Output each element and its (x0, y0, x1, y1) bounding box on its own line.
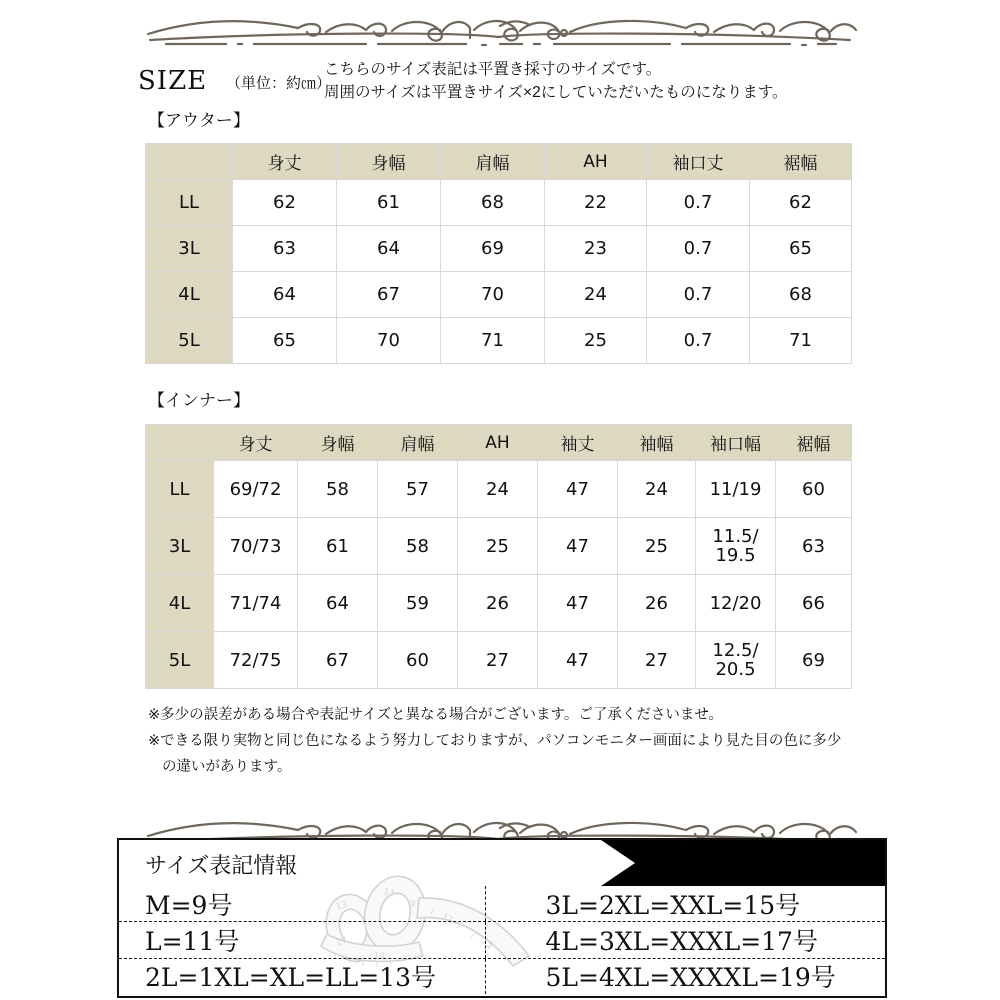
measurement-cell: 69/72 (214, 461, 298, 518)
conversion-label: 4L=3XL=XXXL=17号 (545, 926, 818, 956)
measurement-cell: 61 (298, 518, 378, 575)
measurement-cell: 25 (618, 518, 696, 575)
conversion-label: M=9号 (145, 890, 233, 920)
measurement-cell: 61 (337, 180, 441, 226)
measurement-cell: 11/19 (696, 461, 776, 518)
row-size-label: 3L (146, 226, 233, 272)
measurement-cell: 64 (337, 226, 441, 272)
table-row (146, 632, 852, 689)
svg-text:12: 12 (439, 911, 455, 926)
column-header: AH (458, 425, 538, 461)
column-header: 身幅 (298, 425, 378, 461)
table-row (146, 180, 852, 226)
measurement-cell: 23 (545, 226, 647, 272)
measurement-cell: 58 (298, 461, 378, 518)
measurement-cell: 70 (337, 318, 441, 364)
conversion-title: サイズ表記情報 (145, 854, 298, 879)
conversion-cell-right (485, 922, 886, 957)
measurement-cell: 27 (618, 632, 696, 689)
measurement-note-line2: 周囲のサイズは平置きサイズ×2にしていただいたものになります。 (324, 84, 788, 101)
column-header: 身丈 (233, 144, 337, 180)
column-header: 裾幅 (750, 144, 852, 180)
conversion-label: 5L=4XL=XXXXL=19号 (545, 963, 836, 993)
row-size-label: 4L (146, 575, 214, 632)
svg-text:11: 11 (382, 887, 396, 900)
size-unit-note: （単位：約㎝） (226, 75, 332, 92)
conversion-row (119, 886, 885, 921)
conversion-cell-right (485, 959, 886, 994)
measurement-cell: 47 (538, 632, 618, 689)
column-header: 袖口丈 (647, 144, 750, 180)
row-size-label: LL (146, 461, 214, 518)
conversion-row (119, 958, 885, 994)
measurement-cell: 69 (776, 632, 852, 689)
column-header: 身丈 (214, 425, 298, 461)
svg-text:9: 9 (408, 899, 417, 911)
column-header: 肩幅 (378, 425, 458, 461)
svg-text:17: 17 (334, 935, 349, 949)
column-header: 肩幅 (441, 144, 545, 180)
column-header: AH (545, 144, 647, 180)
decorative-ornament-top (130, 4, 870, 48)
measurement-cell: 12.5/ 20.5 (696, 632, 776, 689)
measurement-note-line1: こちらのサイズ表記は平置き採寸のサイズです。 (324, 61, 662, 78)
measurement-cell: 24 (618, 461, 696, 518)
measurement-cell: 11.5/ 19.5 (696, 518, 776, 575)
measurement-cell: 70/73 (214, 518, 298, 575)
conversion-label: 3L=2XL=XXL=15号 (545, 890, 801, 920)
conversion-cell-left (119, 886, 485, 921)
size-header (138, 58, 898, 104)
measurement-cell: 62 (233, 180, 337, 226)
measurement-cell: 63 (233, 226, 337, 272)
measurement-cell: 59 (378, 575, 458, 632)
measurement-cell: 60 (378, 632, 458, 689)
measurement-cell: 72/75 (214, 632, 298, 689)
table-row (146, 272, 852, 318)
row-size-label: 3L (146, 518, 214, 575)
measurement-cell: 0.7 (647, 272, 750, 318)
row-size-label: LL (146, 180, 233, 226)
measurement-note (324, 58, 787, 104)
outer-size-table (145, 143, 852, 364)
measurement-cell: 64 (233, 272, 337, 318)
inner-size-table (145, 424, 852, 689)
measurement-cell: 24 (458, 461, 538, 518)
measurement-cell: 65 (750, 226, 852, 272)
column-header: 袖口幅 (696, 425, 776, 461)
measurement-cell: 66 (776, 575, 852, 632)
conversion-cell-right (485, 886, 886, 921)
measurement-cell: 68 (441, 180, 545, 226)
table-row (146, 226, 852, 272)
measurement-cell: 47 (538, 575, 618, 632)
measurement-cell: 64 (298, 575, 378, 632)
conversion-cell-left (119, 922, 485, 957)
size-title: SIZE (138, 66, 208, 96)
measurement-cell: 12/20 (696, 575, 776, 632)
row-size-label: 4L (146, 272, 233, 318)
measurement-cell: 62 (750, 180, 852, 226)
measurement-cell: 25 (545, 318, 647, 364)
measurement-cell: 47 (538, 518, 618, 575)
measurement-cell: 70 (441, 272, 545, 318)
measurement-cell: 63 (776, 518, 852, 575)
table-row (146, 318, 852, 364)
measurement-cell: 24 (545, 272, 647, 318)
footnote-line-2: ※できる限り実物と同じ色になるよう努力しておりますが、パソコンモニター画面により見た目の色に多少 (148, 733, 842, 749)
conversion-body (119, 886, 885, 992)
conversion-label: 2L=1XL=XL=LL=13号 (145, 963, 437, 993)
column-header: 裾幅 (776, 425, 852, 461)
table-header-row (146, 425, 852, 461)
measurement-cell: 69 (441, 226, 545, 272)
measurement-cell: 0.7 (647, 226, 750, 272)
footnote-line-1: ※多少の誤差がある場合や表記サイズと異なる場合がございます。ご了承くださいませ。 (148, 707, 723, 723)
measurement-cell: 71/74 (214, 575, 298, 632)
measurement-cell: 58 (378, 518, 458, 575)
conversion-row (119, 921, 885, 957)
column-header: 袖幅 (618, 425, 696, 461)
measurement-cell: 57 (378, 461, 458, 518)
measurement-cell: 27 (458, 632, 538, 689)
conversion-banner (119, 840, 885, 886)
conversion-cell-left (119, 959, 485, 994)
table-corner-cell (146, 425, 214, 461)
measurement-cell: 71 (750, 318, 852, 364)
measurement-cell: 67 (298, 632, 378, 689)
table-row (146, 575, 852, 632)
measurement-cell: 60 (776, 461, 852, 518)
measurement-cell: 0.7 (647, 318, 750, 364)
table-row (146, 461, 852, 518)
conversion-label: L=11号 (145, 926, 240, 956)
measurement-cell: 47 (538, 461, 618, 518)
measurement-cell: 22 (545, 180, 647, 226)
column-header: 身幅 (337, 144, 441, 180)
svg-text:14: 14 (372, 951, 386, 963)
row-size-label: 5L (146, 632, 214, 689)
row-size-label: 5L (146, 318, 233, 364)
measurement-cell: 26 (618, 575, 696, 632)
table-corner-cell (146, 144, 233, 180)
measurement-cell: 68 (750, 272, 852, 318)
measurement-cell: 67 (337, 272, 441, 318)
footnotes (148, 702, 868, 780)
table-header-row (146, 144, 852, 180)
svg-text:15: 15 (479, 936, 495, 952)
table-row (146, 518, 852, 575)
measurement-cell: 71 (441, 318, 545, 364)
measurement-cell: 65 (233, 318, 337, 364)
section-label-inner: 【インナー】 (148, 391, 250, 410)
measurement-cell: 25 (458, 518, 538, 575)
section-label-outer: 【アウター】 (148, 111, 250, 130)
measurement-cell: 26 (458, 575, 538, 632)
column-header: 袖丈 (538, 425, 618, 461)
footnote-line-3: の違いがあります。 (162, 759, 292, 775)
size-conversion-table (117, 838, 887, 998)
svg-text:13: 13 (334, 899, 349, 913)
measurement-cell: 0.7 (647, 180, 750, 226)
